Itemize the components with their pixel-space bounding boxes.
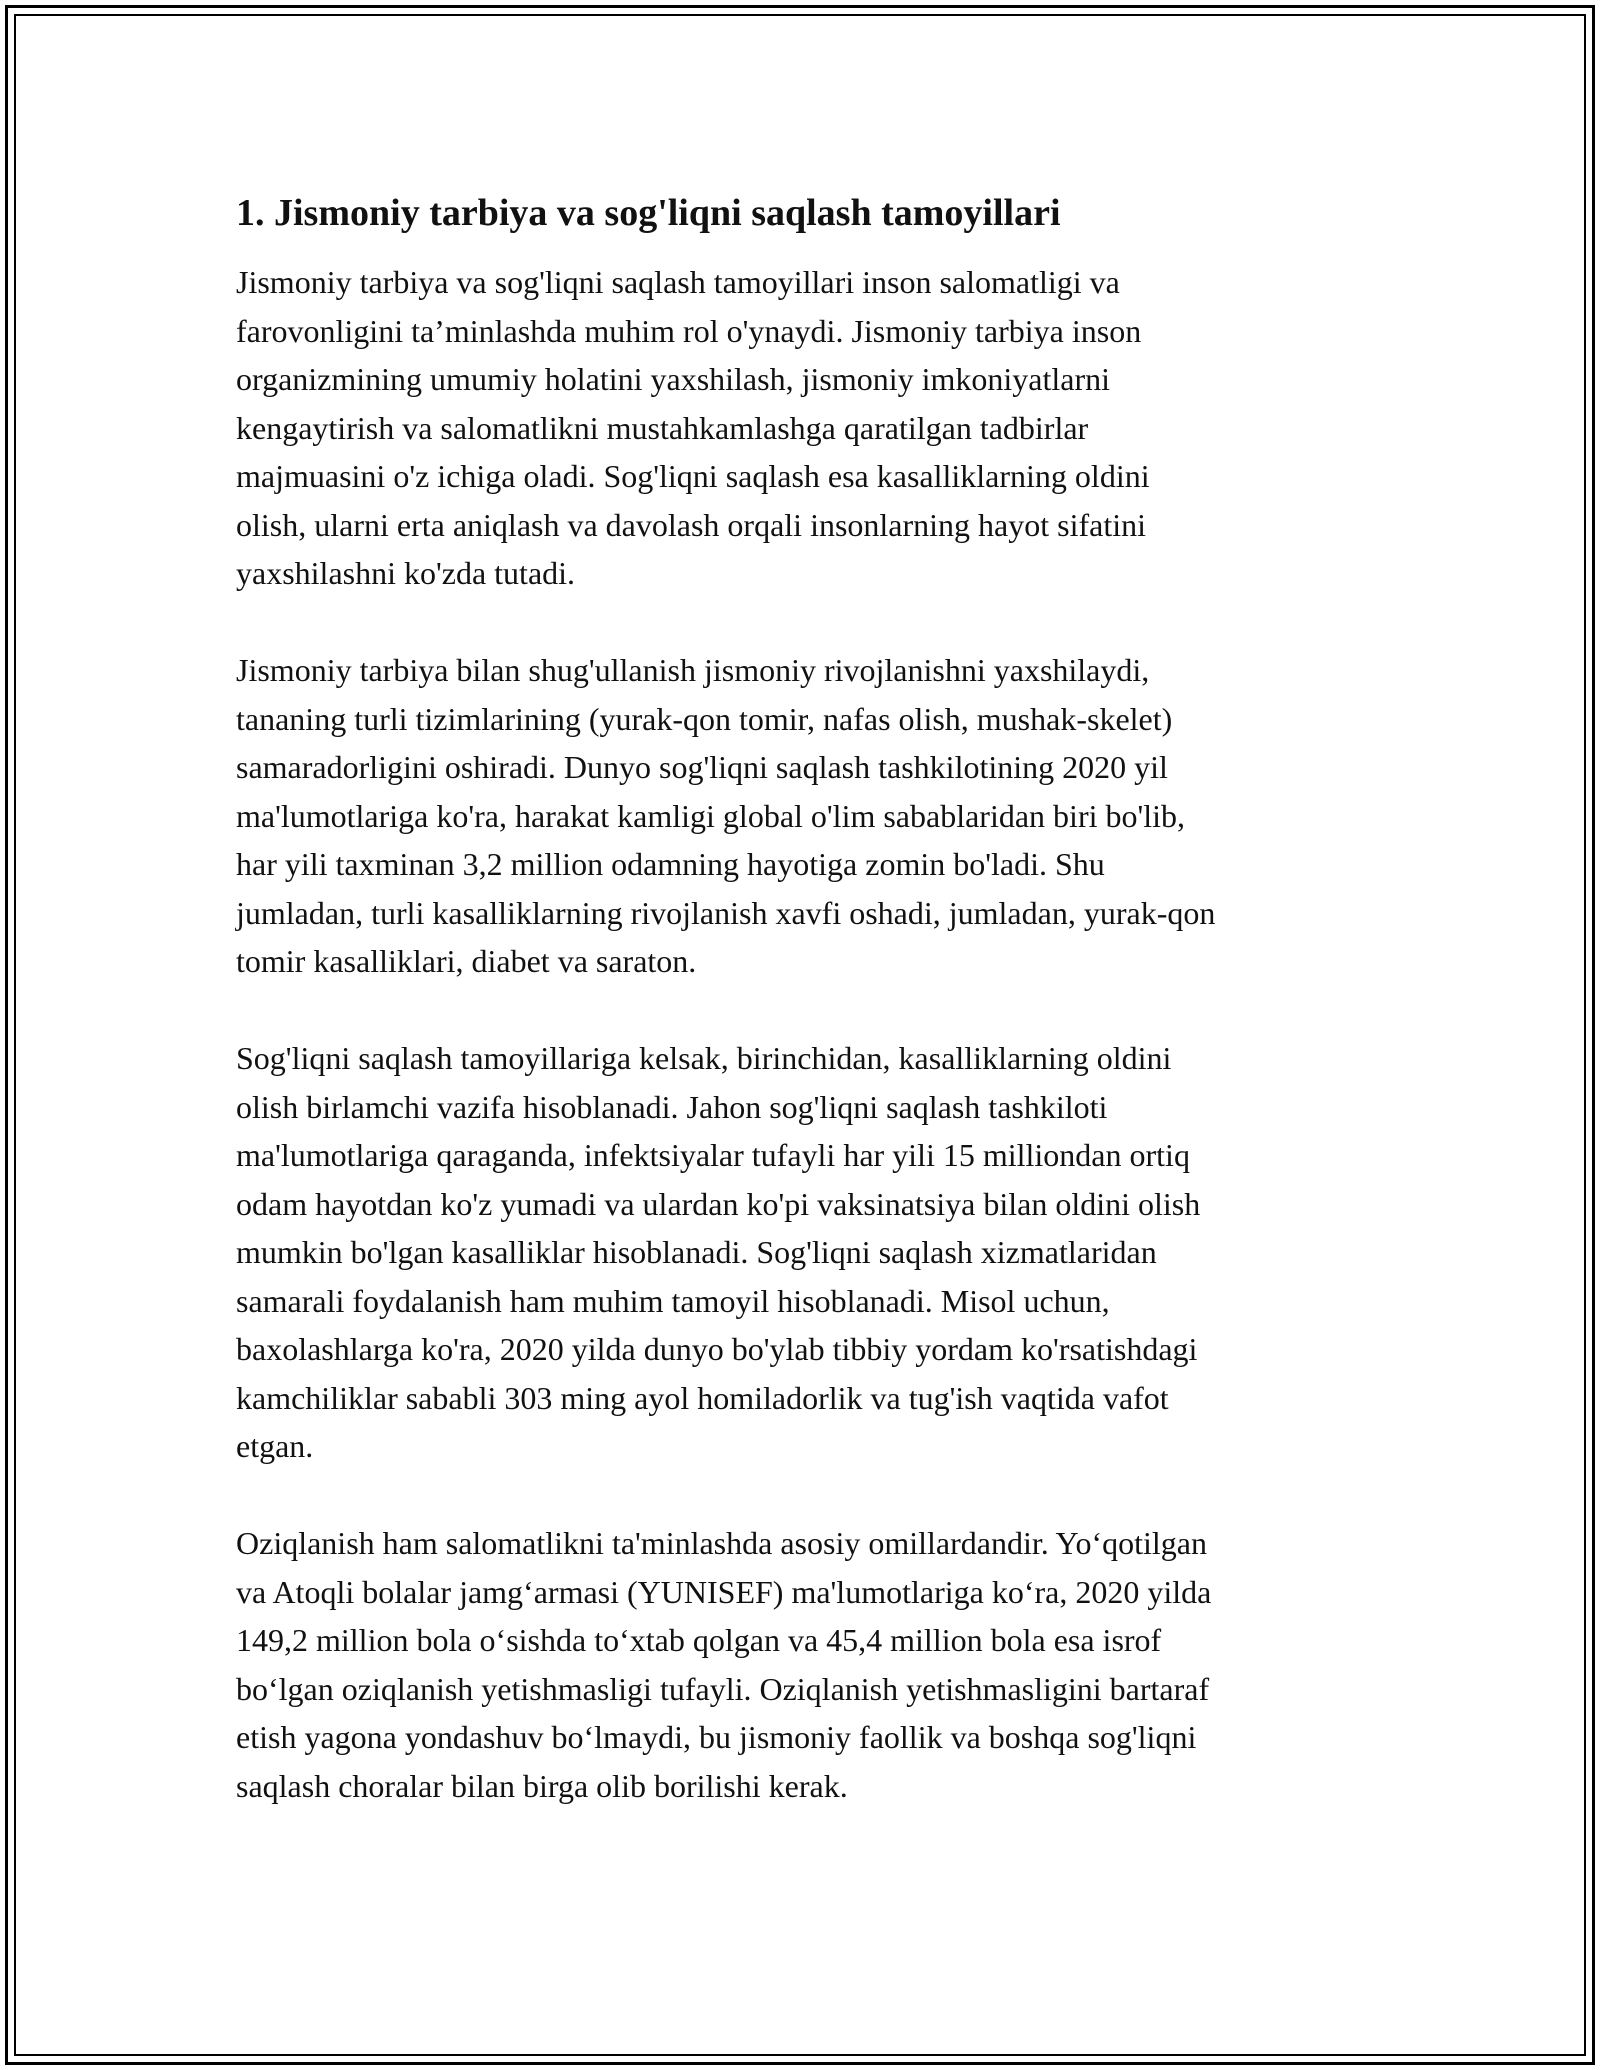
paragraph-line: etgan.	[236, 1428, 314, 1464]
paragraph-line: yaxshilashni ko'zda tutadi.	[236, 555, 576, 591]
paragraph-line: baxolashlarga ko'ra, 2020 yilda dunyo bo'ylab tibbiy yordam ko'rsatishdagi	[236, 1331, 1198, 1367]
paragraph	[236, 258, 1386, 598]
paragraph-line: olish, ularni erta aniqlash va davolash orqali insonlarning hayot sifatini	[236, 506, 1147, 543]
paragraph-line: kamchiliklar sababli 303 ming ayol homiladorlik va tug'ish vaqtida vafot	[236, 1379, 1169, 1416]
paragraph-line: samaradorligini oshiradi. Dunyo sog'liqni saqlash tashkilotining 2020 yil	[236, 749, 1168, 785]
paragraph-line: Jismoniy tarbiya va sog'liqni saqlash tamoyillari inson salomatligi va	[236, 264, 1120, 300]
paragraph	[236, 1519, 1386, 1810]
paragraph-line: tomir kasalliklari, diabet va saraton.	[236, 943, 697, 979]
paragraph-line: olish birlamchi vazifa hisoblanadi. Jahon sog'liqni saqlash tashkiloti	[236, 1088, 1108, 1125]
paragraph-line: etish yagona yondashuv bo‘lmaydi, bu jismoniy faollik va boshqa sog'liqni	[236, 1719, 1197, 1755]
paragraph-line: ma'lumotlariga ko'ra, harakat kamligi global o'lim sabablaridan biri bo'lib,	[236, 797, 1186, 834]
paragraph-line: samarali foydalanish ham muhim tamoyil hisoblanadi. Misol uchun,	[236, 1282, 1110, 1319]
paragraph-line: va Atoqli bolalar jamg‘armasi (YUNISEF) ma'lumotlariga ko‘ra, 2020 yilda	[236, 1573, 1212, 1610]
paragraph-line: majmuasini o'z ichiga oladi. Sog'liqni saqlash esa kasalliklarning oldini	[236, 458, 1150, 494]
paragraph-line: har yili taxminan 3,2 million odamning hayotiga zomin bo'ladi. Shu	[236, 846, 1105, 882]
section-heading: 1. Jismoniy tarbiya va sog'liqni saqlash tamoyillari	[236, 192, 1061, 234]
document-body	[236, 186, 1386, 1859]
paragraph	[236, 646, 1386, 986]
paragraph-line: organizmining umumiy holatini yaxshilash, jismoniy imkoniyatlarni	[236, 361, 1110, 397]
paragraph-line: Sog'liqni saqlash tamoyillariga kelsak, birinchidan, kasalliklarning oldini	[236, 1040, 1172, 1076]
paragraph-line: Jismoniy tarbiya bilan shug'ullanish jismoniy rivojlanishni yaxshilaydi,	[236, 652, 1150, 688]
paragraph-line: mumkin bo'lgan kasalliklar hisoblanadi. Sog'liqni saqlash xizmatlaridan	[236, 1234, 1157, 1270]
paragraph-line: jumladan, turli kasalliklarning rivojlanish xavfi oshadi, jumladan, yurak-qon	[236, 894, 1216, 931]
paragraph-line: kengaytirish va salomatlikni mustahkamlashga qaratilgan tadbirlar	[236, 409, 1089, 446]
paragraph-line: 149,2 million bola o‘sishda to‘xtab qolgan va 45,4 million bola esa isrof	[236, 1622, 1162, 1658]
paragraph-line: Oziqlanish ham salomatlikni ta'minlashda asosiy omillardandir. Yo‘qotilgan	[236, 1525, 1207, 1561]
paragraph	[236, 1034, 1386, 1471]
paragraph-line: odam hayotdan ko'z yumadi va ulardan ko'pi vaksinatsiya bilan oldini olish	[236, 1185, 1201, 1222]
paragraph-line: ma'lumotlariga qaraganda, infektsiyalar tufayli har yili 15 milliondan ortiq	[236, 1137, 1190, 1173]
paragraph-line: bo‘lgan oziqlanish yetishmasligi tufayli. Oziqlanish yetishmasligini bartaraf	[236, 1670, 1210, 1707]
paragraphs-container	[236, 258, 1386, 1810]
paragraph-line: tananing turli tizimlarining (yurak-qon tomir, nafas olish, mushak-skelet)	[236, 700, 1173, 737]
paragraph-line: saqlash choralar bilan birga olib borilishi kerak.	[236, 1767, 848, 1804]
paragraph-line: farovonligini ta’minlashda muhim rol o'ynaydi. Jismoniy tarbiya inson	[236, 312, 1142, 349]
